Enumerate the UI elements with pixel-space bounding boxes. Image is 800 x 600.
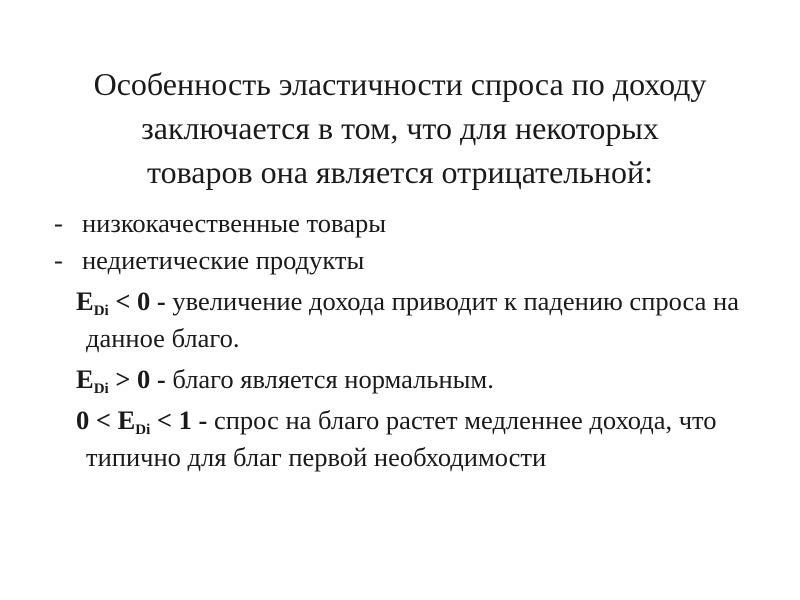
bullet-dash: -	[54, 208, 63, 238]
condition-relation: > 0 -	[108, 364, 166, 394]
definition-text: благо является нормальным.	[165, 364, 494, 394]
condition-relation: < 0 -	[108, 286, 166, 316]
bullet-dash: -	[54, 245, 63, 275]
title-line-2: заключается в том, что для некоторых	[141, 110, 659, 146]
bullet-text: низкокачественные товары	[82, 208, 387, 238]
bullet-item	[52, 242, 762, 279]
slide-title	[40, 62, 760, 194]
bullet-item	[52, 205, 762, 242]
definition-condition	[76, 364, 166, 397]
title-line-3: товаров она является отрицательной:	[147, 154, 653, 190]
title-line-1: Особенность эластичности спроса по доходу	[93, 66, 707, 102]
definition-text: спрос на благо растет медленнее дохода, что типично для благ первой необходимости	[86, 405, 717, 472]
definition-text: увеличение дохода приводит к падению спроса на данное благо.	[86, 286, 739, 353]
elasticity-definition	[62, 402, 762, 476]
condition-subscript: Di	[93, 303, 109, 319]
condition-var: E	[117, 405, 136, 435]
condition-prefix: 0 <	[76, 405, 118, 435]
condition-var: E	[76, 286, 94, 316]
definition-condition	[76, 405, 208, 438]
condition-var: E	[76, 364, 94, 394]
bullet-text: недиетические продукты	[82, 245, 365, 275]
elasticity-definition	[62, 361, 762, 398]
elasticity-definition	[62, 283, 762, 357]
slide-body	[52, 205, 762, 476]
condition-subscript: Di	[93, 381, 109, 397]
condition-relation: < 1 -	[150, 405, 208, 435]
condition-subscript: Di	[135, 422, 151, 438]
definition-condition	[76, 286, 166, 319]
